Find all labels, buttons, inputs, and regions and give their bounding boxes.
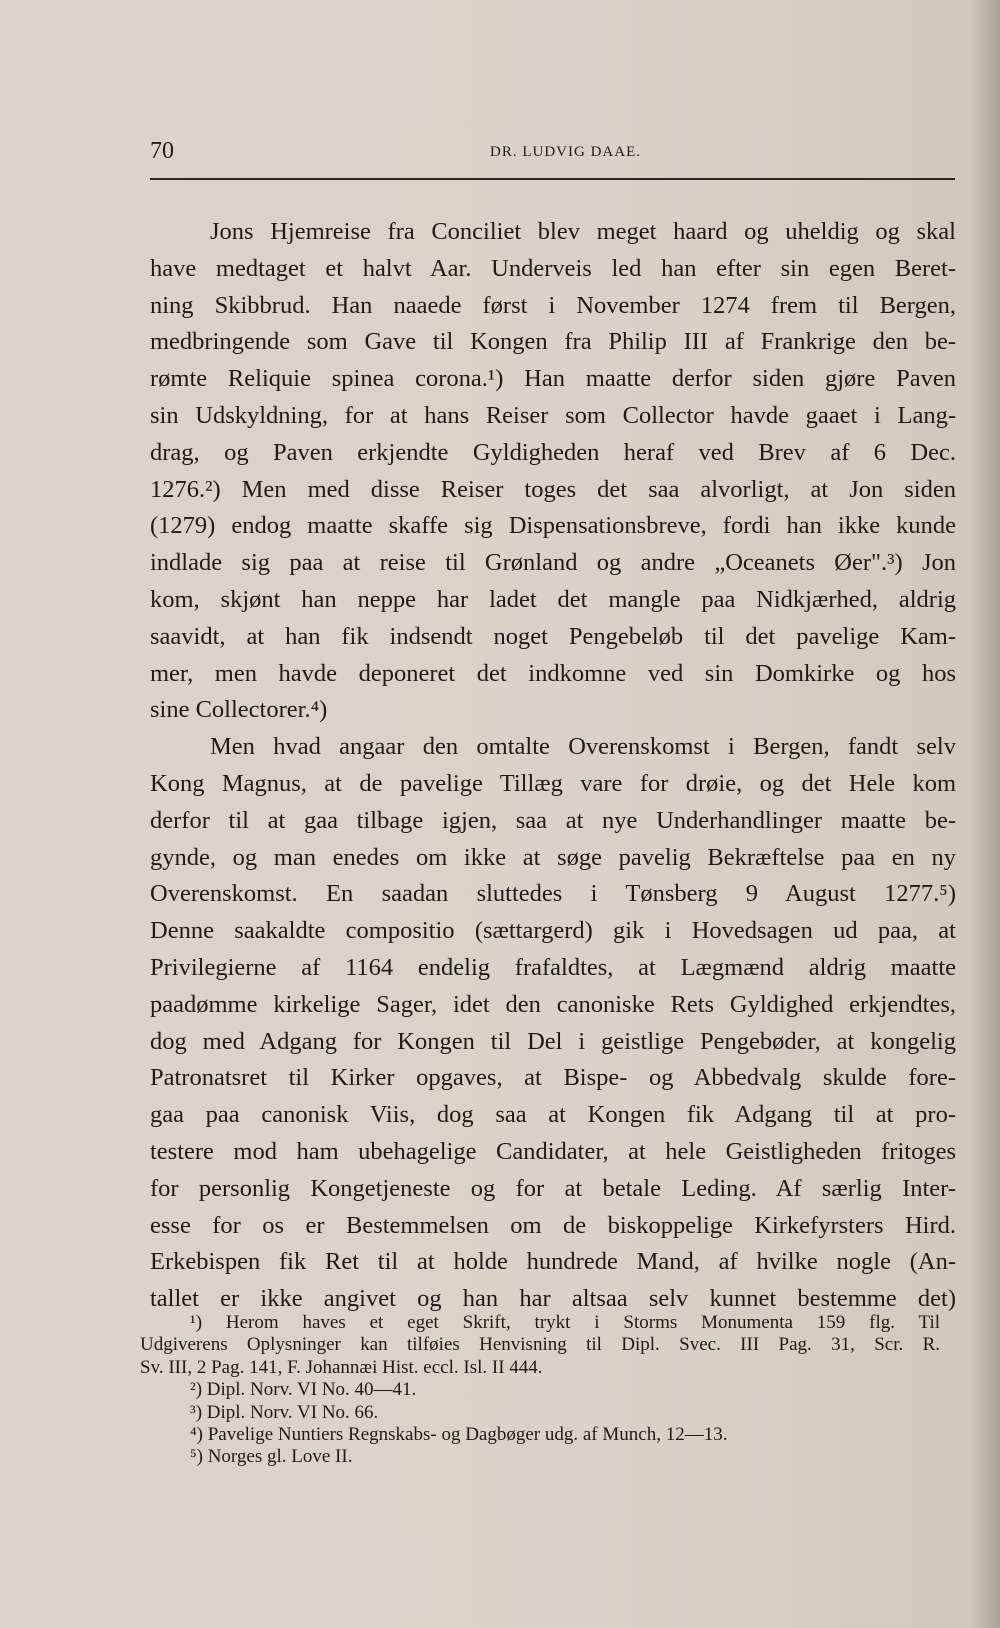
text-line: paadømme kirkelige Sager, idet den canoniske Rets Gyldighed erkjendtes, xyxy=(150,990,956,1018)
text-line: Kong Magnus, at de pavelige Tillæg vare for drøie, og det Hele kom xyxy=(150,769,956,797)
footnote-line: ⁵) Norges gl. Love II. xyxy=(190,1446,353,1468)
footnote-line: ²) Dipl. Norv. VI No. 40—41. xyxy=(190,1379,417,1401)
text-line: testere mod ham ubehagelige Candidater, at hele Geistligheden fritoges xyxy=(150,1137,956,1165)
text-line: Erkebispen fik Ret til at holde hundrede Mand, af hvilke nogle (An- xyxy=(150,1248,956,1276)
text-line: for personlig Kongetjeneste og for at betale Leding. Af særlig Inter- xyxy=(150,1174,956,1202)
text-line: saavidt, at han fik indsendt noget Pengebeløb til det pavelige Kam- xyxy=(150,622,956,650)
footnote-line: Sv. III, 2 Pag. 141, F. Johannæi Hist. eccl. Isl. II 444. xyxy=(140,1356,543,1378)
text-line: gynde, og man enedes om ikke at søge pavelig Bekræftelse paa en ny xyxy=(150,843,956,871)
text-line: kom, skjønt han neppe har ladet det mangle paa Nidkjærhed, aldrig xyxy=(150,585,956,613)
text-line: ning Skibbrud. Han naaede først i November 1274 frem til Bergen, xyxy=(150,291,956,319)
page-number: 70 xyxy=(150,138,174,164)
text-line: have medtaget et halvt Aar. Underveis led han efter sin egen Beret- xyxy=(150,254,956,282)
page-edge-shadow xyxy=(970,0,1000,1628)
text-line: Denne saakaldte compositio (sættargerd) gik i Hovedsagen ud paa, at xyxy=(150,917,956,945)
text-line: medbringende som Gave til Kongen fra Philip III af Frankrige den be- xyxy=(150,328,956,356)
text-line: (1279) endog maatte skaffe sig Dispensationsbreve, fordi han ikke kunde xyxy=(150,512,956,540)
text-line: gaa paa canonisk Viis, dog saa at Kongen fik Adgang til at pro- xyxy=(150,1101,956,1129)
running-head: DR. LUDVIG DAAE. xyxy=(490,144,641,160)
body-text xyxy=(150,214,956,1318)
page-header xyxy=(150,138,950,178)
text-line: 1276.²) Men med disse Reiser toges det saa alvorligt, at Jon siden xyxy=(150,475,956,503)
footnote-line: ³) Dipl. Norv. VI No. 66. xyxy=(190,1401,379,1423)
text-line: dog med Adgang for Kongen til Del i geistlige Pengebøder, at kongelig xyxy=(150,1027,956,1055)
text-line: sine Collectorer.⁴) xyxy=(150,696,328,724)
text-line: drag, og Paven erkjendte Gyldigheden heraf ved Brev af 6 Dec. xyxy=(150,438,956,466)
text-line: esse for os er Bestemmelsen om de biskoppelige Kirkefyrsters Hird. xyxy=(150,1211,956,1239)
text-line: derfor til at gaa tilbage igjen, saa at nye Underhandlinger maatte be- xyxy=(150,806,956,834)
text-line: Overenskomst. En saadan sluttedes i Tønsberg 9 August 1277.⁵) xyxy=(150,880,956,908)
text-line: Privilegierne af 1164 endelig frafaldtes, at Lægmænd aldrig maatte xyxy=(150,953,956,981)
footnote-line: Udgiverens Oplysninger kan tilføies Henvisning til Dipl. Svec. III Pag. 31, Scr. R. xyxy=(140,1334,940,1356)
footnote-line: ¹) Herom haves et eget Skrift, trykt i Storms Monumenta 159 flg. Til xyxy=(190,1312,940,1333)
text-line: Jons Hjemreise fra Conciliet blev meget haard og uheldig og skal xyxy=(210,218,956,245)
footnotes xyxy=(140,1312,940,1469)
text-line: tallet er ikke angivet og han har altsaa selv kunnet bestemme det) xyxy=(150,1285,956,1313)
text-line: sin Udskyldning, for at hans Reiser som Collector havde gaaet i Lang- xyxy=(150,401,956,429)
footnote-line: ⁴) Pavelige Nuntiers Regnskabs- og Dagbøger udg. af Munch, 12—13. xyxy=(190,1423,728,1445)
text-line: rømte Reliquie spinea corona.¹) Han maatte derfor siden gjøre Paven xyxy=(150,365,956,393)
text-line: Patronatsret til Kirker opgaves, at Bispe- og Abbedvalg skulde fore- xyxy=(150,1064,956,1092)
text-line: mer, men havde deponeret det indkomne ved sin Domkirke og hos xyxy=(150,659,956,687)
text-line: Men hvad angaar den omtalte Overenskomst i Bergen, fandt selv xyxy=(210,733,956,761)
text-line: indlade sig paa at reise til Grønland og andre „Oceanets Øer".³) Jon xyxy=(150,549,956,577)
header-rule xyxy=(150,178,955,180)
